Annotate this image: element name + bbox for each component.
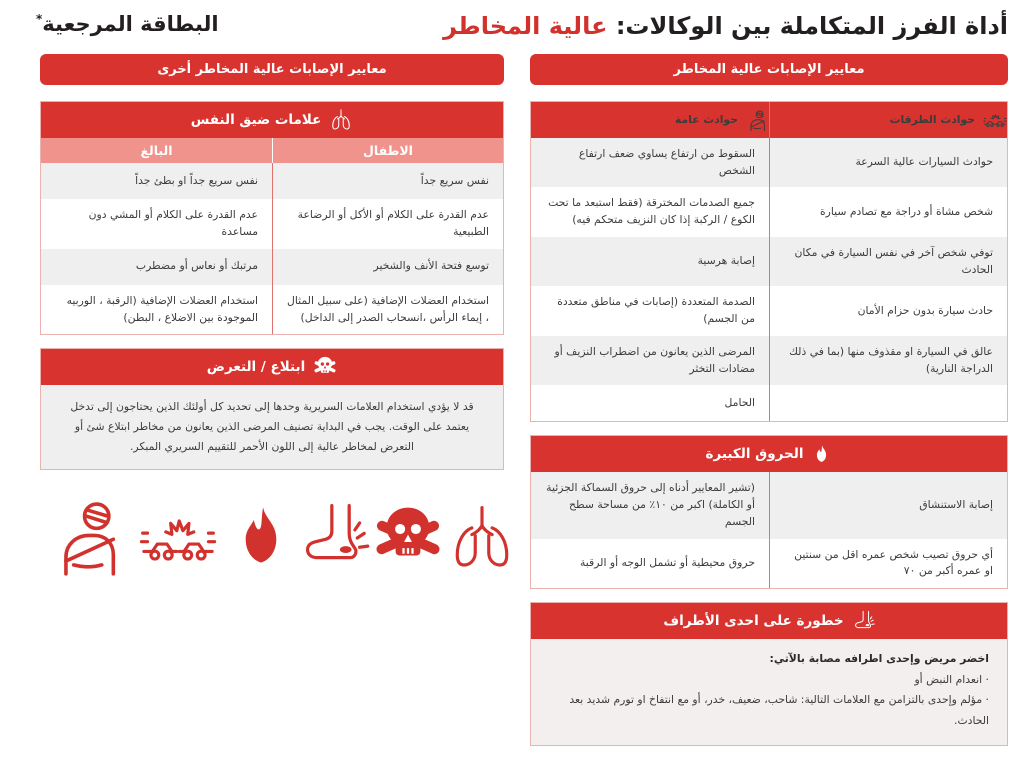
adult-cell: عدم القدرة على الكلام أو المشي دون مساعدة — [88, 208, 258, 239]
general-cell: جميع الصدمات المخترقة (فقط استبعد ما تحت الكوع / الركبة إذا كان النزيف متحكم فيه) — [548, 196, 755, 227]
car-crash-icon — [130, 499, 226, 577]
burns-cell: أي حروق تصيب شخص عمره اقل من سنتين او عمره أكبر من ٧٠ — [769, 539, 1007, 588]
table-row — [531, 539, 1007, 588]
lungs-icon — [329, 108, 353, 132]
table-row — [531, 336, 1007, 385]
car-crash-icon — [983, 108, 1007, 132]
ingestion-header: ابتلاع / التعرض — [41, 349, 503, 385]
road-accidents-header: حوادث الطرقات — [769, 102, 1007, 138]
children-cell: نفس سريع جداً — [272, 163, 503, 199]
children-cell: عدم القدرة على الكلام أو الأكل أو الرضاعة الطبيعية — [272, 199, 503, 248]
road-cell: توفي شخص آخر في نفس السيارة في مكان الحادث — [769, 237, 1007, 286]
burns-cell: (تشير المعايير أدناه إلى حروق السماكة الجزئية أو الكاملة) اكبر من ١٠٪ من مساحة سطح الجسم — [546, 481, 755, 528]
page-title-black: أداة الفرز المتكاملة بين الوكالات: — [615, 12, 1008, 40]
content-columns — [0, 44, 1024, 759]
accidents-header-row — [531, 102, 1007, 138]
general-cell: إصابة هرسية — [697, 254, 755, 268]
limb-danger-body — [531, 639, 1007, 745]
table-row — [41, 249, 503, 285]
page-header — [0, 0, 1024, 44]
general-cell: الصدمة المتعددة (إصابات في مناطق متعددة من الجسم) — [557, 295, 755, 326]
table-row — [531, 237, 1007, 286]
page-title — [443, 12, 1008, 40]
children-subheader: الاطفال — [272, 138, 503, 163]
burns-header: الحروق الكبيرة — [531, 436, 1007, 472]
skull-crossbones-icon — [370, 502, 446, 574]
left-column — [40, 54, 504, 579]
road-cell: حوادث السيارات عالية السرعة — [769, 138, 1007, 187]
table-row — [531, 385, 1007, 421]
road-cell: شخص مشاة أو دراجة مع تصادم سيارة — [769, 187, 1007, 236]
injured-person-icon — [48, 497, 130, 579]
page-title-highlight: عالية المخاطر — [443, 12, 608, 40]
road-cell: عالق في السيارة او مقذوف منها (بما في ذلك الدراجة النارية) — [769, 336, 1007, 385]
table-row — [41, 199, 503, 248]
limb-danger-header: خطورة على احدى الأطراف — [531, 603, 1007, 639]
adult-subheader: البالغ — [41, 138, 272, 163]
limb-intro: اخضر مريض وإحدى اطرافه مصابة بالآتي: — [769, 652, 989, 666]
skull-crossbones-icon — [313, 355, 337, 379]
right-column — [530, 54, 1008, 759]
injured-person-icon — [746, 109, 769, 132]
breathing-header: علامات ضيق النفس — [41, 102, 503, 138]
ingestion-body: قد لا يؤدي استخدام العلامات السريرية وحدها إلى تحديد كل أولئك الذين يحتاجون إلى تدخل يعتمد على الوقت. يجب في البداية تصنيف المرضى الذين يعانون من مخاطر ابتلاع شئ أو التعرض لمخاطر عالية إلى اللون الأحمر للتقييم السريري المبكر. — [41, 385, 503, 469]
breathing-card — [40, 101, 504, 335]
limb-bullet: · انعدام النبض أو — [914, 672, 989, 686]
foot-injury-icon — [852, 610, 875, 633]
asterisk: * — [36, 12, 43, 26]
limb-bullet: · مؤلم وإحدى بالتزامن مع العلامات التالية: شاحب، ضعيف، خدر، أو مع انتفاخ او تورم شديد بعد الحادث. — [569, 693, 989, 727]
general-cell: السقوط من ارتفاع يساوي ضعف ارتفاع الشخص — [578, 147, 755, 177]
general-cell: المرضى الذين يعانون من اضطراب النزيف أو مضادات التخثر — [554, 344, 755, 375]
criteria-icon-row — [40, 483, 504, 579]
burns-cell: حروق محيطية أو تشمل الوجه أو الرقبة — [580, 555, 755, 569]
children-cell: استخدام العضلات الإضافية (على سبيل المثال ، إيماء الرأس ،انسحاب الصدر إلى الداخل) — [272, 285, 503, 334]
reference-card-label: البطاقة المرجعية* — [36, 12, 219, 36]
table-row — [531, 472, 1007, 538]
table-row — [41, 163, 503, 199]
table-row — [531, 286, 1007, 335]
flame-icon — [226, 500, 296, 576]
adult-cell: مرتبك أو نعاس أو مضطرب — [135, 259, 258, 273]
table-row — [531, 187, 1007, 236]
accidents-card — [530, 101, 1008, 422]
children-cell: توسع فتحة الأنف والشخير — [272, 249, 503, 285]
general-accidents-header: حوادث عامة — [531, 102, 769, 138]
table-row — [531, 138, 1007, 187]
limb-danger-card — [530, 602, 1008, 746]
burns-cell: إصابة الاستنشاق — [769, 472, 1007, 538]
table-row — [41, 285, 503, 334]
lungs-icon — [446, 502, 518, 574]
road-cell — [769, 385, 1007, 421]
road-cell: حادث سيارة بدون حزام الأمان — [769, 286, 1007, 335]
right-column-banner: معايير الإصابات عالية المخاطر — [530, 54, 1008, 85]
breathing-subheader-row — [41, 138, 503, 163]
left-column-banner: معايير الإصابات عالية المخاطر أخرى — [40, 54, 504, 85]
burns-card — [530, 435, 1008, 589]
adult-cell: استخدام العضلات الإضافية (الرقبة ، الوربيه الموجودة بين الاضلاع ، البطن) — [66, 293, 258, 324]
foot-injury-icon — [296, 500, 370, 576]
general-cell: الحامل — [724, 395, 755, 409]
adult-cell: نفس سريع جداً او بطئ جداً — [135, 174, 258, 187]
ingestion-card — [40, 348, 504, 470]
flame-icon — [811, 444, 832, 465]
